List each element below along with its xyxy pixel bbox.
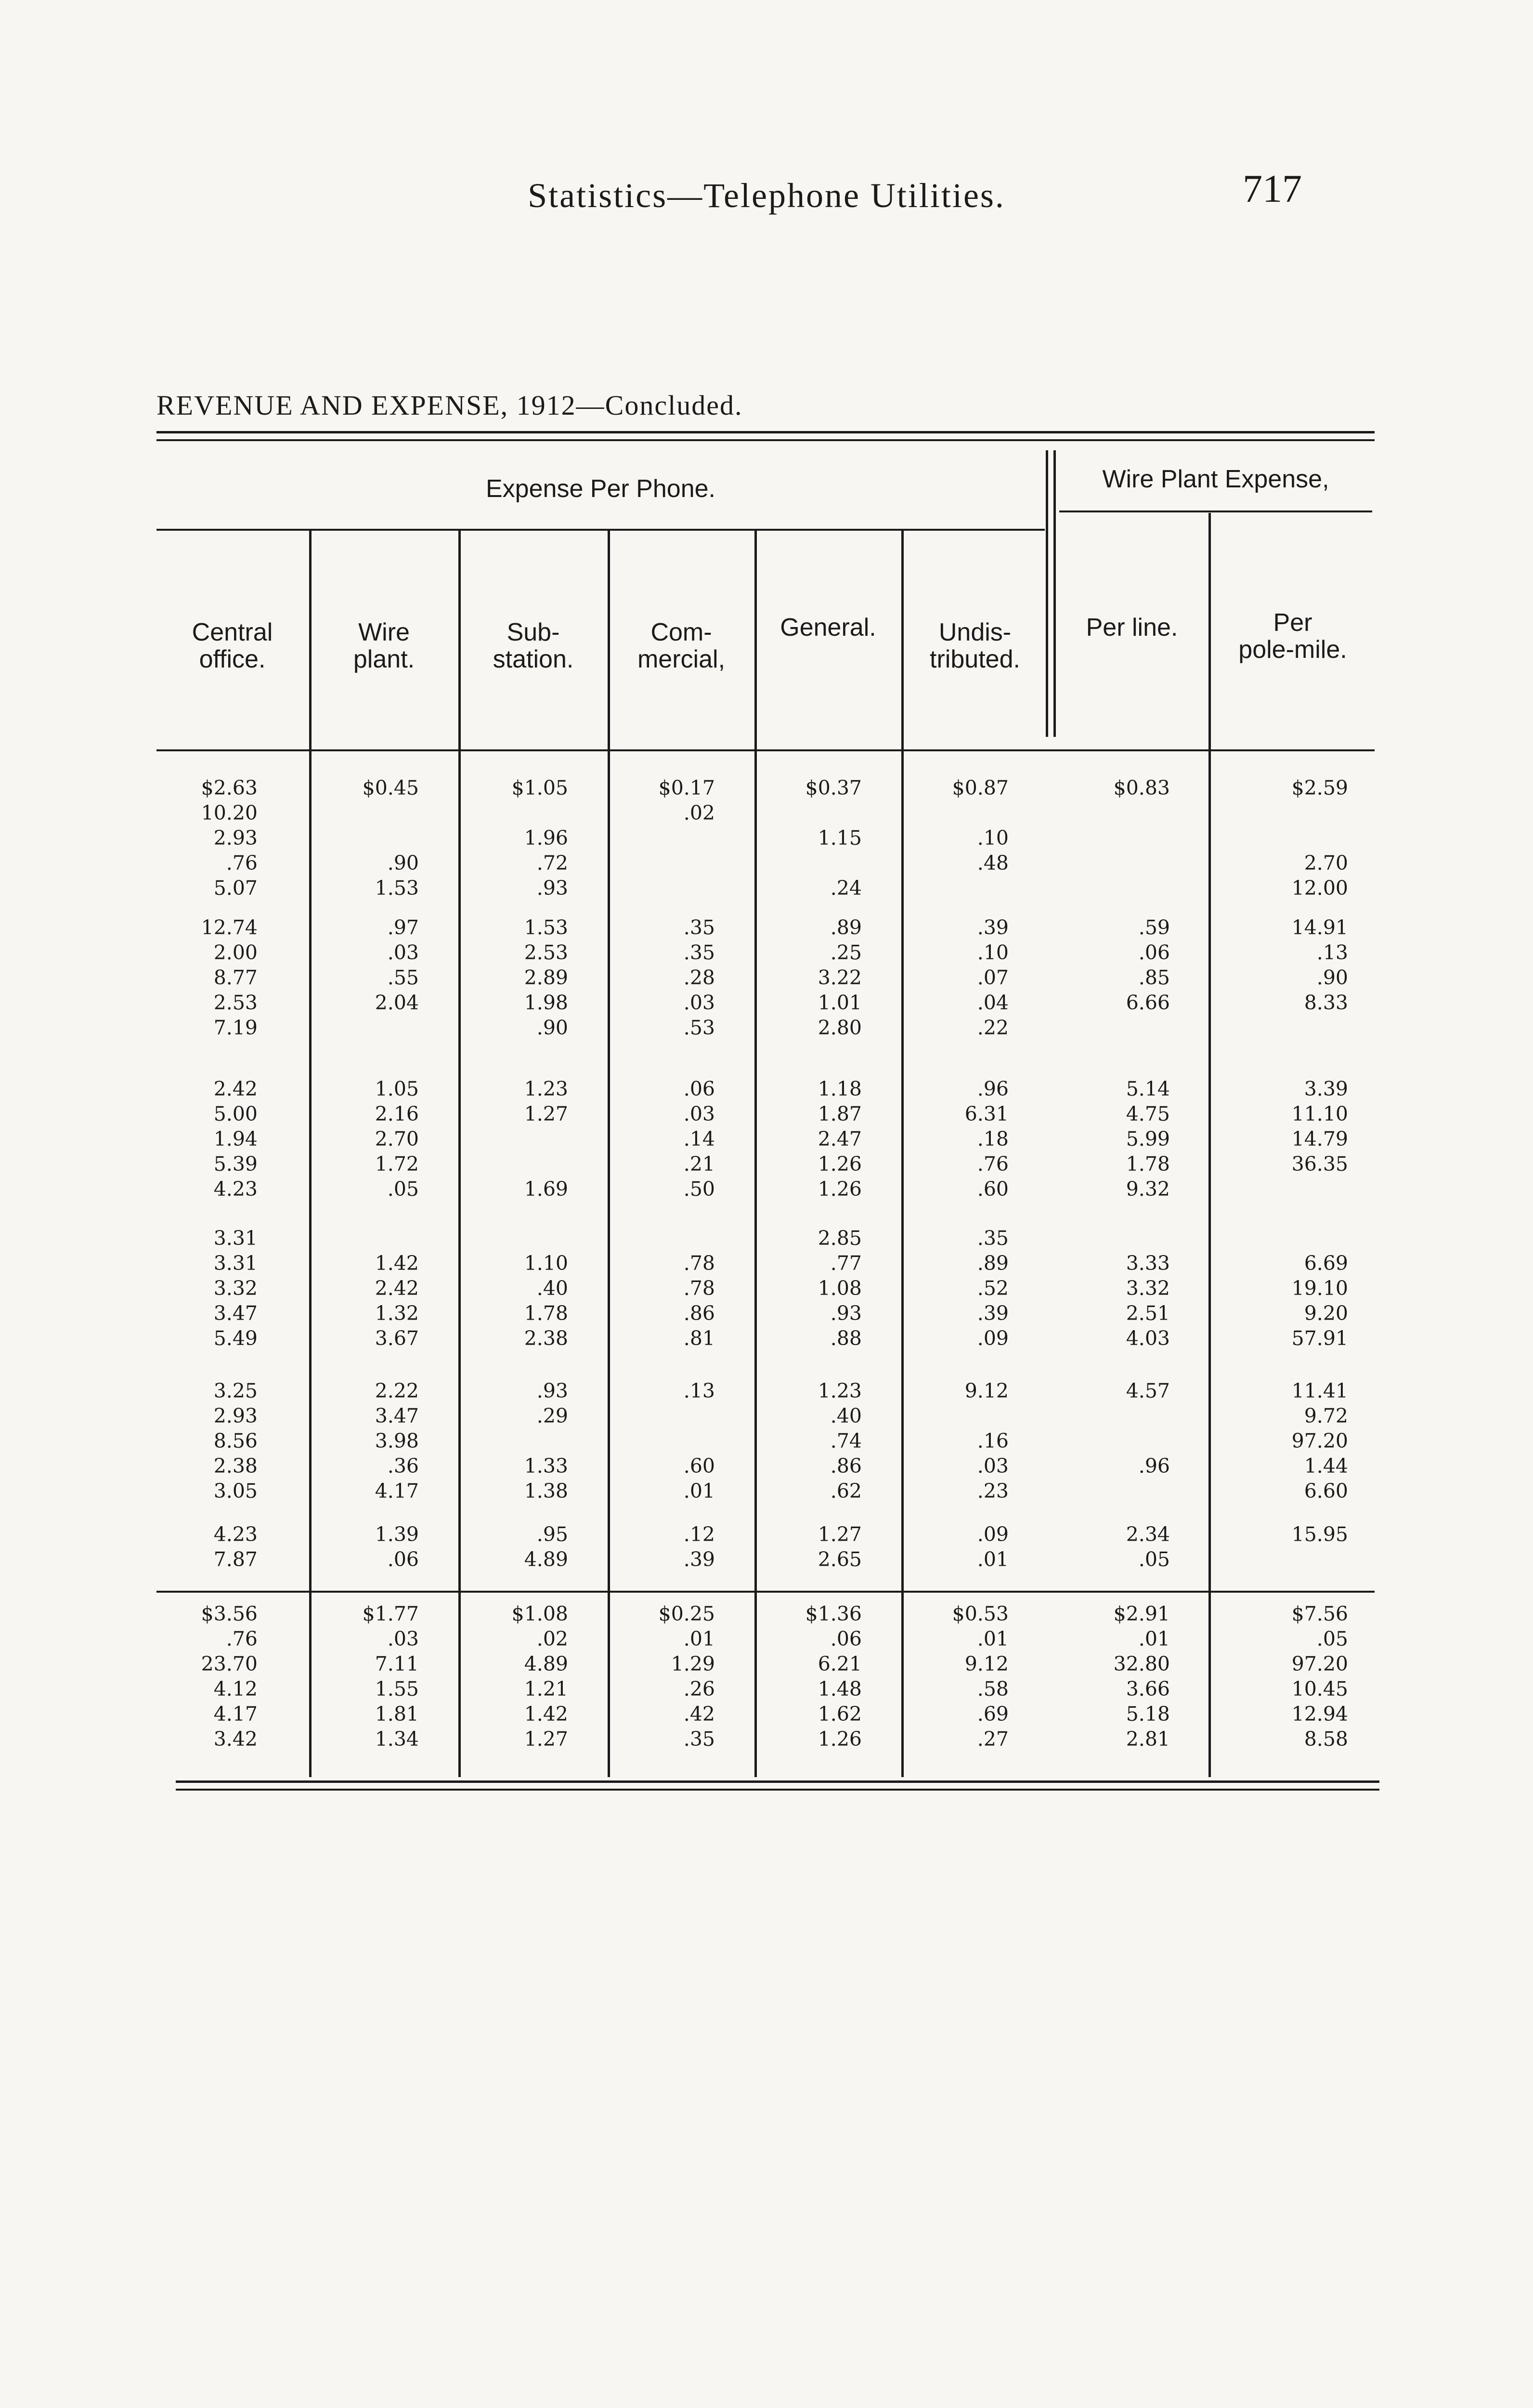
table-cell-undistributed: .10: [977, 941, 1009, 964]
table-cell-central-office: 7.19: [213, 1016, 258, 1039]
table-cell-undistributed: 9.12: [964, 1652, 1009, 1675]
table-cell-commercial: .03: [683, 1102, 715, 1125]
table-cell-per-line: $0.83: [1113, 776, 1170, 799]
table-cell-wire-plant: .05: [387, 1178, 419, 1201]
table-cell-central-office: 1.94: [213, 1127, 258, 1151]
table-cell-per-line: 3.33: [1126, 1252, 1170, 1275]
table-cell-undistributed: 6.31: [964, 1102, 1009, 1125]
table-cell-wire-plant: $0.45: [362, 776, 419, 799]
table-cell-commercial: .06: [683, 1077, 715, 1100]
table-cell-general: .25: [830, 941, 862, 964]
leader-dots: [765, 800, 892, 825]
table-title: REVENUE AND EXPENSE, 1912—Concluded.: [156, 390, 743, 421]
table-cell-per-pole-mile: 9.72: [1304, 1404, 1348, 1427]
table-cell-wire-plant: 3.47: [375, 1404, 419, 1427]
table-cell-central-office: 5.07: [213, 877, 258, 900]
column-header-wire-plant: Wire plant.: [353, 618, 415, 673]
leader-dots: [468, 800, 598, 825]
table-cell-wire-plant: 1.34: [375, 1727, 419, 1751]
table-cell-central-office: 2.38: [213, 1454, 258, 1478]
leader-dots: [319, 800, 449, 825]
table-top-rule-2: [156, 439, 1375, 441]
table-cell-undistributed: $0.53: [952, 1602, 1009, 1625]
table-cell-per-pole-mile: 97.20: [1291, 1652, 1348, 1675]
leader-dots: [319, 1015, 449, 1040]
table-cell-general: 1.15: [818, 826, 862, 850]
table-cell-central-office: $3.56: [201, 1602, 258, 1625]
leader-dots: [319, 1226, 449, 1251]
leader-dots: [1220, 800, 1366, 825]
table-cell-per-line: 5.18: [1126, 1702, 1170, 1726]
table-cell-commercial: .81: [683, 1327, 715, 1350]
table-cell-substation: 1.98: [524, 991, 568, 1014]
table-cell-per-line: 9.32: [1126, 1178, 1170, 1201]
table-cell-wire-plant: .90: [387, 851, 419, 875]
table-bottom-rule-2: [176, 1789, 1379, 1791]
table-cell-general: 2.80: [818, 1016, 862, 1039]
table-cell-per-pole-mile: $7.56: [1291, 1602, 1348, 1625]
table-cell-wire-plant: .55: [387, 966, 419, 989]
table-bottom-rule: [176, 1780, 1379, 1783]
table-cell-commercial: .35: [683, 941, 715, 964]
table-cell-commercial: .01: [683, 1627, 715, 1650]
table-cell-undistributed: .16: [977, 1429, 1009, 1453]
group-header-expense-per-phone: Expense Per Phone.: [486, 475, 715, 503]
table-cell-central-office: 2.53: [213, 991, 258, 1014]
table-cell-wire-plant: 2.22: [375, 1379, 419, 1402]
table-cell-undistributed: 9.12: [964, 1379, 1009, 1402]
table-cell-per-line: .96: [1138, 1454, 1170, 1478]
table-cell-general: .88: [830, 1327, 862, 1350]
leader-dots: [1064, 1226, 1200, 1251]
table-cell-substation: .93: [536, 877, 568, 900]
leader-dots: [911, 1403, 1039, 1428]
column-header-central-office: Central office.: [192, 618, 273, 673]
table-cell-wire-plant: .03: [387, 941, 419, 964]
table-cell-undistributed: .01: [977, 1548, 1009, 1571]
table-cell-central-office: 5.00: [213, 1102, 258, 1125]
table-cell-undistributed: .04: [977, 991, 1009, 1014]
table-cell-undistributed: $0.87: [952, 776, 1009, 799]
table-cell-general: 2.65: [818, 1548, 862, 1571]
table-cell-wire-plant: .36: [387, 1454, 419, 1478]
table-cell-commercial: .86: [683, 1302, 715, 1325]
table-cell-per-line: 2.51: [1126, 1302, 1170, 1325]
table-cell-per-pole-mile: 97.20: [1291, 1429, 1348, 1453]
table-cell-per-line: 4.03: [1126, 1327, 1170, 1350]
table-cell-per-pole-mile: 12.94: [1291, 1702, 1348, 1726]
table-cell-per-pole-mile: 1.44: [1304, 1454, 1348, 1478]
table-cell-undistributed: .23: [977, 1479, 1009, 1503]
leader-dots: [911, 800, 1039, 825]
table-cell-wire-plant: 2.42: [375, 1277, 419, 1300]
table-cell-wire-plant: 1.32: [375, 1302, 419, 1325]
leader-dots: [618, 1226, 745, 1251]
table-cell-per-pole-mile: .90: [1316, 966, 1348, 989]
table-cell-substation: .29: [536, 1404, 568, 1427]
table-cell-wire-plant: 7.11: [375, 1652, 419, 1675]
column-header-commercial: Com- mercial,: [637, 618, 726, 673]
leader-dots: [618, 876, 745, 901]
table-cell-central-office: 4.12: [213, 1677, 258, 1701]
table-cell-wire-plant: 1.53: [375, 877, 419, 900]
table-cell-substation: $1.08: [511, 1602, 568, 1625]
leader-dots: [1064, 800, 1200, 825]
table-cell-per-line: .01: [1138, 1627, 1170, 1650]
leader-dots: [1220, 825, 1366, 851]
table-cell-general: 6.21: [818, 1652, 862, 1675]
table-cell-commercial: .26: [683, 1677, 715, 1701]
column-header-undistributed: Undis- tributed.: [930, 618, 1020, 673]
table-cell-central-office: 2.93: [213, 826, 258, 850]
running-head: Statistics—Telephone Utilities.: [528, 176, 1005, 215]
table-cell-substation: 2.38: [524, 1327, 568, 1350]
table-cell-general: $0.37: [805, 776, 862, 799]
table-cell-general: .77: [830, 1252, 862, 1275]
table-cell-general: 1.08: [818, 1277, 862, 1300]
table-cell-per-line: $2.91: [1113, 1602, 1170, 1625]
table-cell-central-office: 3.25: [213, 1379, 258, 1402]
leader-dots: [468, 1126, 598, 1152]
table-cell-general: .24: [830, 877, 862, 900]
table-cell-wire-plant: 3.67: [375, 1327, 419, 1350]
table-cell-central-office: 4.23: [213, 1178, 258, 1201]
table-cell-central-office: .76: [226, 851, 258, 875]
table-cell-general: .74: [830, 1429, 862, 1453]
table-cell-general: 1.62: [818, 1702, 862, 1726]
table-cell-per-line: 4.75: [1126, 1102, 1170, 1125]
column-header-substation: Sub- station.: [493, 618, 574, 673]
table-cell-commercial: $0.25: [658, 1602, 715, 1625]
table-cell-wire-plant: 2.16: [375, 1102, 419, 1125]
table-cell-per-line: 2.34: [1126, 1523, 1170, 1546]
leader-dots: [1064, 1479, 1200, 1504]
table-cell-substation: .93: [536, 1379, 568, 1402]
table-cell-per-pole-mile: 8.58: [1304, 1727, 1348, 1751]
table-cell-general: .86: [830, 1454, 862, 1478]
table-cell-undistributed: .18: [977, 1127, 1009, 1151]
table-cell-per-line: 1.78: [1126, 1152, 1170, 1176]
leader-dots: [618, 1428, 745, 1453]
table-cell-per-line: .05: [1138, 1548, 1170, 1571]
table-cell-substation: 1.53: [524, 916, 568, 939]
leader-dots: [1064, 851, 1200, 876]
table-cell-substation: 4.89: [524, 1652, 568, 1675]
table-cell-undistributed: .96: [977, 1077, 1009, 1100]
table-cell-central-office: 2.00: [213, 941, 258, 964]
table-cell-substation: 1.10: [524, 1252, 568, 1275]
table-cell-central-office: 12.74: [201, 916, 258, 939]
table-cell-central-office: 3.05: [213, 1479, 258, 1503]
table-cell-wire-plant: .97: [387, 916, 419, 939]
table-cell-central-office: 5.39: [213, 1152, 258, 1176]
table-cell-commercial: 1.29: [671, 1652, 715, 1675]
table-cell-central-office: 4.23: [213, 1523, 258, 1546]
table-cell-wire-plant: 1.55: [375, 1677, 419, 1701]
table-cell-per-pole-mile: 11.41: [1291, 1379, 1348, 1402]
table-cell-commercial: .50: [683, 1178, 715, 1201]
leader-dots: [1220, 1015, 1366, 1040]
leader-dots: [1064, 876, 1200, 901]
table-cell-per-pole-mile: 11.10: [1291, 1102, 1348, 1125]
table-cell-substation: .95: [536, 1523, 568, 1546]
table-cell-undistributed: .10: [977, 826, 1009, 850]
table-cell-substation: 1.23: [524, 1077, 568, 1100]
table-cell-commercial: .02: [683, 801, 715, 824]
table-cell-general: .89: [830, 916, 862, 939]
table-cell-wire-plant: 3.98: [375, 1429, 419, 1453]
table-cell-substation: 4.89: [524, 1548, 568, 1571]
table-cell-central-office: 8.56: [213, 1429, 258, 1453]
table-cell-central-office: 3.47: [213, 1302, 258, 1325]
table-cell-general: .40: [830, 1404, 862, 1427]
table-cell-per-pole-mile: 14.79: [1291, 1127, 1348, 1151]
table-cell-per-line: 32.80: [1113, 1652, 1170, 1675]
table-cell-undistributed: .89: [977, 1252, 1009, 1275]
header-bottom-rule: [156, 749, 1375, 751]
table-cell-central-office: 23.70: [201, 1652, 258, 1675]
group-divider-b: [1053, 450, 1056, 737]
table-cell-commercial: .35: [683, 916, 715, 939]
leader-dots: [468, 1428, 598, 1453]
table-cell-undistributed: .27: [977, 1727, 1009, 1751]
table-cell-central-office: 8.77: [213, 966, 258, 989]
table-cell-commercial: .21: [683, 1152, 715, 1176]
group-header-wire-plant-expense: Wire Plant Expense,: [1102, 465, 1329, 493]
table-cell-substation: 2.89: [524, 966, 568, 989]
table-cell-substation: 1.27: [524, 1727, 568, 1751]
table-cell-undistributed: .39: [977, 916, 1009, 939]
table-cell-wire-plant: 1.05: [375, 1077, 419, 1100]
column-divider: [458, 530, 461, 1777]
table-cell-per-line: 3.66: [1126, 1677, 1170, 1701]
table-cell-central-office: 3.32: [213, 1277, 258, 1300]
table-cell-undistributed: .09: [977, 1523, 1009, 1546]
table-cell-commercial: .53: [683, 1016, 715, 1039]
table-cell-substation: 1.21: [524, 1677, 568, 1701]
table-cell-central-office: 10.20: [201, 801, 258, 824]
table-cell-undistributed: .48: [977, 851, 1009, 875]
table-cell-substation: $1.05: [511, 776, 568, 799]
leader-dots: [911, 876, 1039, 901]
table-cell-wire-plant: 2.70: [375, 1127, 419, 1151]
table-cell-per-line: .85: [1138, 966, 1170, 989]
table-cell-general: 1.01: [818, 991, 862, 1014]
page-number: 717: [1243, 167, 1302, 210]
leader-dots: [1064, 1428, 1200, 1453]
table-cell-undistributed: .76: [977, 1152, 1009, 1176]
table-cell-general: 1.26: [818, 1152, 862, 1176]
table-cell-undistributed: .22: [977, 1016, 1009, 1039]
table-cell-per-pole-mile: 12.00: [1291, 877, 1348, 900]
table-cell-per-pole-mile: .05: [1316, 1627, 1348, 1650]
table-cell-per-pole-mile: .13: [1316, 941, 1348, 964]
leader-dots: [618, 851, 745, 876]
table-cell-central-office: $2.63: [201, 776, 258, 799]
table-cell-wire-plant: 2.04: [375, 991, 419, 1014]
column-header-general: General.: [780, 614, 876, 641]
table-cell-commercial: .12: [683, 1523, 715, 1546]
table-cell-substation: .72: [536, 851, 568, 875]
leader-dots: [765, 851, 892, 876]
table-cell-wire-plant: .03: [387, 1627, 419, 1650]
table-cell-central-office: 3.42: [213, 1727, 258, 1751]
table-cell-general: 1.18: [818, 1077, 862, 1100]
table-cell-commercial: .60: [683, 1454, 715, 1478]
leader-dots: [468, 1226, 598, 1251]
totals-separator-rule: [156, 1591, 1375, 1593]
table-cell-per-line: 4.57: [1126, 1379, 1170, 1402]
table-cell-general: .93: [830, 1302, 862, 1325]
table-cell-undistributed: .69: [977, 1702, 1009, 1726]
table-cell-substation: 1.33: [524, 1454, 568, 1478]
table-cell-commercial: .39: [683, 1548, 715, 1571]
table-cell-undistributed: .60: [977, 1178, 1009, 1201]
leader-dots: [319, 825, 449, 851]
table-cell-general: 1.23: [818, 1379, 862, 1402]
table-cell-per-pole-mile: 6.69: [1304, 1252, 1348, 1275]
table-top-rule: [156, 431, 1375, 433]
table-cell-per-pole-mile: 15.95: [1291, 1523, 1348, 1546]
leader-dots: [1220, 1226, 1366, 1251]
table-cell-per-pole-mile: 8.33: [1304, 991, 1348, 1014]
table-cell-commercial: .13: [683, 1379, 715, 1402]
table-cell-per-line: 5.99: [1126, 1127, 1170, 1151]
table-cell-general: 1.26: [818, 1727, 862, 1751]
table-cell-general: 2.85: [818, 1227, 862, 1250]
table-cell-commercial: .28: [683, 966, 715, 989]
table-cell-undistributed: .58: [977, 1677, 1009, 1701]
table-cell-undistributed: .09: [977, 1327, 1009, 1350]
table-cell-central-office: 5.49: [213, 1327, 258, 1350]
table-cell-general: 2.47: [818, 1127, 862, 1151]
table-cell-general: .62: [830, 1479, 862, 1503]
table-cell-undistributed: .01: [977, 1627, 1009, 1650]
group-header-underline-right: [1059, 510, 1372, 512]
table-cell-wire-plant: 1.39: [375, 1523, 419, 1546]
table-cell-general: 1.27: [818, 1523, 862, 1546]
table-cell-substation: .02: [536, 1627, 568, 1650]
table-cell-commercial: .78: [683, 1277, 715, 1300]
table-cell-commercial: .01: [683, 1479, 715, 1503]
leader-dots: [1064, 1403, 1200, 1428]
table-cell-substation: 2.53: [524, 941, 568, 964]
table-cell-per-pole-mile: 10.45: [1291, 1677, 1348, 1701]
table-cell-general: 1.48: [818, 1677, 862, 1701]
table-cell-per-line: 5.14: [1126, 1077, 1170, 1100]
table-cell-commercial: .35: [683, 1727, 715, 1751]
table-cell-substation: 1.96: [524, 826, 568, 850]
group-divider-a: [1046, 450, 1048, 737]
table-cell-substation: 1.38: [524, 1479, 568, 1503]
table-cell-per-pole-mile: 57.91: [1291, 1327, 1348, 1350]
leader-dots: [618, 825, 745, 851]
table-cell-per-pole-mile: 36.35: [1291, 1152, 1348, 1176]
table-cell-general: 3.22: [818, 966, 862, 989]
table-cell-undistributed: .52: [977, 1277, 1009, 1300]
table-cell-per-line: 6.66: [1126, 991, 1170, 1014]
table-cell-wire-plant: $1.77: [362, 1602, 419, 1625]
table-cell-per-pole-mile: 3.39: [1304, 1077, 1348, 1100]
table-cell-wire-plant: 1.42: [375, 1252, 419, 1275]
table-cell-per-line: .06: [1138, 941, 1170, 964]
table-cell-substation: 1.78: [524, 1302, 568, 1325]
table-cell-substation: 1.27: [524, 1102, 568, 1125]
table-cell-per-pole-mile: $2.59: [1291, 776, 1348, 799]
table-cell-wire-plant: 4.17: [375, 1479, 419, 1503]
table-cell-wire-plant: 1.81: [375, 1702, 419, 1726]
table-cell-general: .06: [830, 1627, 862, 1650]
table-cell-per-line: .59: [1138, 916, 1170, 939]
table-cell-per-line: 3.32: [1126, 1277, 1170, 1300]
table-cell-wire-plant: .06: [387, 1548, 419, 1571]
leader-dots: [1220, 1177, 1366, 1202]
table-cell-commercial: .42: [683, 1702, 715, 1726]
group-header-underline-left: [156, 529, 1045, 531]
table-cell-per-pole-mile: 19.10: [1291, 1277, 1348, 1300]
table-cell-substation: .90: [536, 1016, 568, 1039]
table-cell-undistributed: .07: [977, 966, 1009, 989]
table-cell-undistributed: .35: [977, 1227, 1009, 1250]
table-cell-general: 1.26: [818, 1178, 862, 1201]
table-cell-commercial: $0.17: [658, 776, 715, 799]
table-cell-central-office: 3.31: [213, 1252, 258, 1275]
table-cell-commercial: .03: [683, 991, 715, 1014]
table-cell-general: 1.87: [818, 1102, 862, 1125]
table-cell-central-office: 3.31: [213, 1227, 258, 1250]
leader-dots: [1064, 1015, 1200, 1040]
table-cell-substation: .40: [536, 1277, 568, 1300]
table-cell-per-line: 2.81: [1126, 1727, 1170, 1751]
table-cell-substation: 1.42: [524, 1702, 568, 1726]
column-header-per-pole-mile: Per pole-mile.: [1238, 609, 1347, 664]
table-cell-central-office: 2.93: [213, 1404, 258, 1427]
leader-dots: [618, 1403, 745, 1428]
table-cell-substation: 1.69: [524, 1178, 568, 1201]
table-cell-wire-plant: 1.72: [375, 1152, 419, 1176]
table-cell-general: $1.36: [805, 1602, 862, 1625]
table-cell-per-pole-mile: 6.60: [1304, 1479, 1348, 1503]
leader-dots: [1220, 1547, 1366, 1572]
table-cell-central-office: 4.17: [213, 1702, 258, 1726]
table-cell-per-pole-mile: 9.20: [1304, 1302, 1348, 1325]
table-cell-central-office: 7.87: [213, 1548, 258, 1571]
table-cell-commercial: .78: [683, 1252, 715, 1275]
leader-dots: [1064, 825, 1200, 851]
leader-dots: [468, 1152, 598, 1177]
table-cell-central-office: 2.42: [213, 1077, 258, 1100]
table-cell-per-pole-mile: 2.70: [1304, 851, 1348, 875]
table-cell-undistributed: .03: [977, 1454, 1009, 1478]
table-cell-central-office: .76: [226, 1627, 258, 1650]
table-cell-commercial: .14: [683, 1127, 715, 1151]
table-cell-undistributed: .39: [977, 1302, 1009, 1325]
column-header-per-line: Per line.: [1086, 614, 1178, 641]
table-cell-per-pole-mile: 14.91: [1291, 916, 1348, 939]
